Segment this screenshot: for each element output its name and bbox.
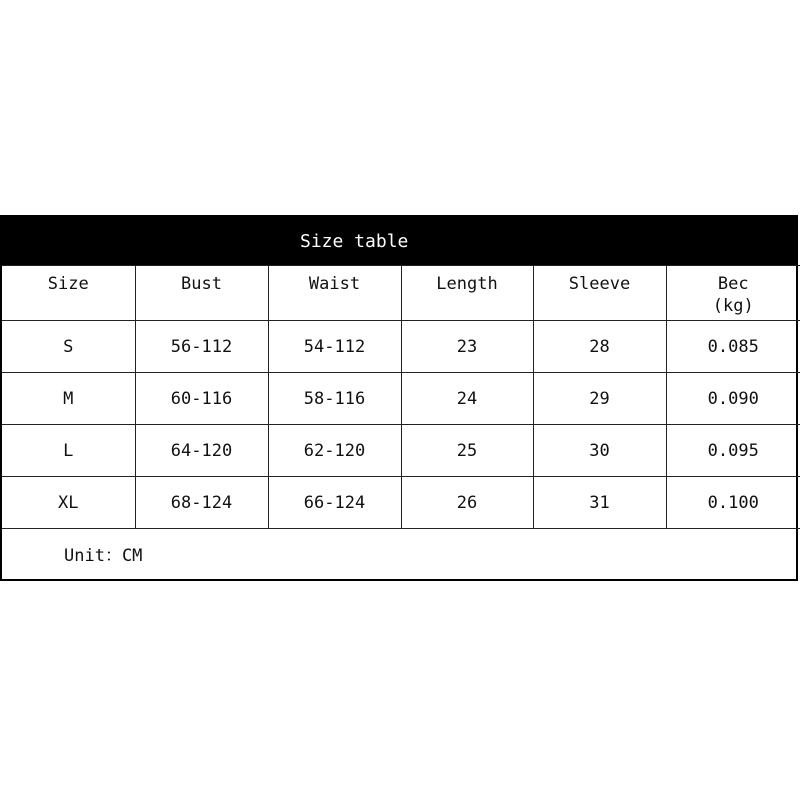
size-table-title: Size table xyxy=(2,217,796,265)
header-length: Length xyxy=(401,266,533,321)
table-row xyxy=(2,373,800,425)
header-size: Size xyxy=(2,266,135,321)
header-weight: Bec (kg) xyxy=(666,266,800,321)
cell-sleeve: 30 xyxy=(533,425,666,477)
cell-sleeve: 28 xyxy=(533,321,666,373)
header-bust: Bust xyxy=(135,266,268,321)
unit-row xyxy=(2,529,800,579)
cell-bust: 68-124 xyxy=(135,477,268,529)
cell-size: XL xyxy=(2,477,135,529)
cell-bust: 56-112 xyxy=(135,321,268,373)
cell-waist: 58-116 xyxy=(268,373,401,425)
cell-bust: 64-120 xyxy=(135,425,268,477)
cell-length: 26 xyxy=(401,477,533,529)
cell-size: M xyxy=(2,373,135,425)
cell-waist: 54-112 xyxy=(268,321,401,373)
cell-weight: 0.085 xyxy=(666,321,800,373)
header-waist: Waist xyxy=(268,266,401,321)
size-grid xyxy=(2,265,800,579)
cell-length: 25 xyxy=(401,425,533,477)
table-row xyxy=(2,321,800,373)
table-row xyxy=(2,477,800,529)
cell-weight: 0.095 xyxy=(666,425,800,477)
cell-size: S xyxy=(2,321,135,373)
cell-waist: 62-120 xyxy=(268,425,401,477)
cell-size: L xyxy=(2,425,135,477)
cell-waist: 66-124 xyxy=(268,477,401,529)
cell-weight: 0.100 xyxy=(666,477,800,529)
header-row xyxy=(2,266,800,321)
cell-sleeve: 29 xyxy=(533,373,666,425)
cell-bust: 60-116 xyxy=(135,373,268,425)
cell-length: 23 xyxy=(401,321,533,373)
cell-sleeve: 31 xyxy=(533,477,666,529)
size-table xyxy=(0,215,798,581)
cell-weight: 0.090 xyxy=(666,373,800,425)
table-row xyxy=(2,425,800,477)
cell-length: 24 xyxy=(401,373,533,425)
header-sleeve: Sleeve xyxy=(533,266,666,321)
unit-note: Unit：CM xyxy=(2,529,800,579)
